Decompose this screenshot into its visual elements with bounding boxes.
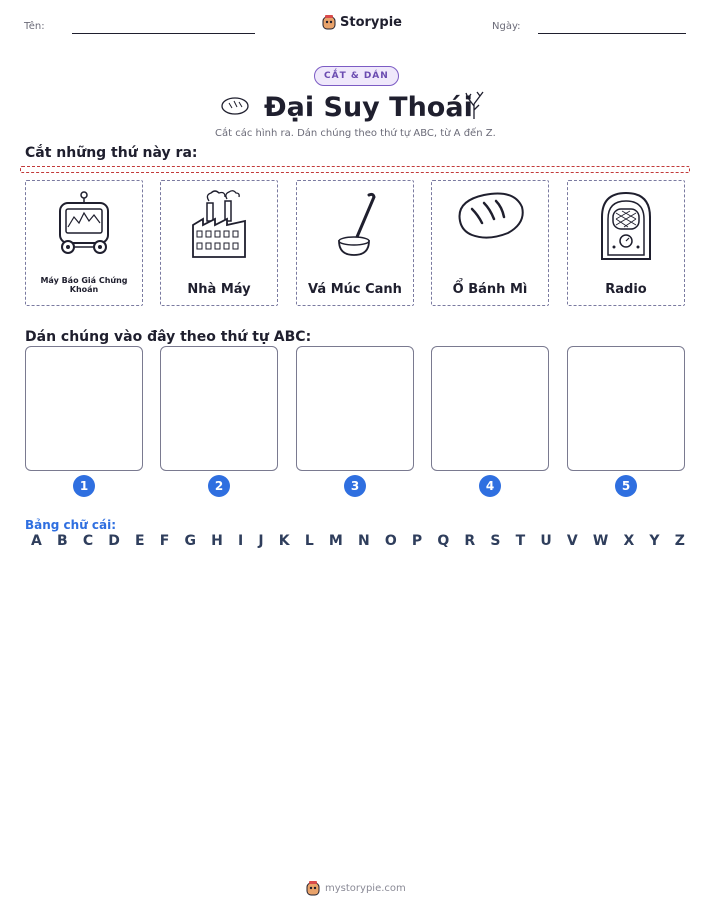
cut-card-radio[interactable] bbox=[567, 180, 685, 306]
slot-number-4: 4 bbox=[479, 475, 501, 497]
cut-paste-badge: CẮT & DÁN bbox=[314, 66, 399, 86]
alphabet-letter: J bbox=[258, 533, 264, 549]
alphabet-letter: T bbox=[515, 533, 526, 549]
alphabet-letter: K bbox=[278, 533, 290, 549]
slot-number-3: 3 bbox=[344, 475, 366, 497]
name-line[interactable] bbox=[72, 33, 255, 34]
alphabet-letter: A bbox=[31, 533, 42, 549]
alphabet-letter: L bbox=[304, 533, 314, 549]
storypie-mascot-icon bbox=[306, 880, 320, 896]
factory-icon bbox=[187, 189, 251, 261]
footer bbox=[306, 880, 406, 896]
storypie-mascot-icon bbox=[322, 14, 336, 30]
paste-box-4[interactable] bbox=[431, 346, 549, 471]
cut-card-label: Nhà Máy bbox=[187, 282, 251, 297]
cut-card-factory[interactable] bbox=[160, 180, 278, 306]
bread-loaf-icon bbox=[454, 187, 526, 247]
cut-heading: Cắt những thứ này ra: bbox=[25, 145, 198, 161]
cut-card-label: Radio bbox=[605, 282, 647, 297]
alphabet-letter: E bbox=[135, 533, 145, 549]
alphabet-letter: M bbox=[328, 533, 343, 549]
alphabet-letter: I bbox=[238, 533, 244, 549]
stock-ticker-icon bbox=[52, 189, 116, 259]
ladle-icon bbox=[323, 189, 387, 261]
alphabet-row bbox=[31, 533, 685, 549]
alphabet-letter: N bbox=[357, 533, 370, 549]
radio-icon bbox=[594, 189, 658, 261]
alphabet-letter: C bbox=[82, 533, 94, 549]
instructions: Cắt các hình ra. Dán chúng theo thứ tự ABC, từ A đến Z. bbox=[215, 128, 496, 139]
alphabet-letter: Y bbox=[649, 533, 660, 549]
name-label: Tên: bbox=[24, 21, 45, 32]
footer-site[interactable]: mystorypie.com bbox=[325, 882, 406, 894]
bare-tree-icon bbox=[462, 90, 486, 120]
alphabet-heading: Bảng chữ cái: bbox=[25, 518, 117, 532]
slot-number-2: 2 bbox=[208, 475, 230, 497]
date-line[interactable] bbox=[538, 33, 686, 34]
bread-icon bbox=[220, 95, 250, 117]
slot-number-5: 5 bbox=[615, 475, 637, 497]
alphabet-letter: X bbox=[623, 533, 635, 549]
cut-card-stock-ticker[interactable] bbox=[25, 180, 143, 306]
paste-box-2[interactable] bbox=[160, 346, 278, 471]
brand-name: Storypie bbox=[340, 14, 402, 30]
alphabet-letter: F bbox=[159, 533, 170, 549]
cut-card-label: Vá Múc Canh bbox=[308, 282, 402, 297]
alphabet-letter: G bbox=[184, 533, 197, 549]
alphabet-letter: H bbox=[211, 533, 223, 549]
cut-card-label: Máy Báo Giá Chứng Khoán bbox=[40, 276, 128, 294]
paste-box-3[interactable] bbox=[296, 346, 414, 471]
cut-card-bread[interactable] bbox=[431, 180, 549, 306]
paste-box-1[interactable] bbox=[25, 346, 143, 471]
date-label: Ngày: bbox=[492, 21, 521, 32]
alphabet-letter: B bbox=[57, 533, 68, 549]
cut-card-label: Ổ Bánh Mì bbox=[452, 282, 528, 297]
alphabet-letter: D bbox=[108, 533, 120, 549]
alphabet-letter: Z bbox=[674, 533, 685, 549]
alphabet-letter: V bbox=[566, 533, 578, 549]
alphabet-letter: W bbox=[592, 533, 609, 549]
slot-number-1: 1 bbox=[73, 475, 95, 497]
brand-logo bbox=[322, 14, 402, 30]
alphabet-letter: P bbox=[411, 533, 423, 549]
paste-box-5[interactable] bbox=[567, 346, 685, 471]
alphabet-letter: Q bbox=[437, 533, 450, 549]
cut-card-ladle[interactable] bbox=[296, 180, 414, 306]
cut-line bbox=[20, 166, 690, 173]
paste-heading: Dán chúng vào đây theo thứ tự ABC: bbox=[25, 329, 312, 345]
page-title: Đại Suy Thoái bbox=[264, 92, 473, 123]
alphabet-letter: U bbox=[540, 533, 552, 549]
alphabet-letter: R bbox=[464, 533, 476, 549]
alphabet-letter: O bbox=[384, 533, 397, 549]
alphabet-letter: S bbox=[490, 533, 501, 549]
